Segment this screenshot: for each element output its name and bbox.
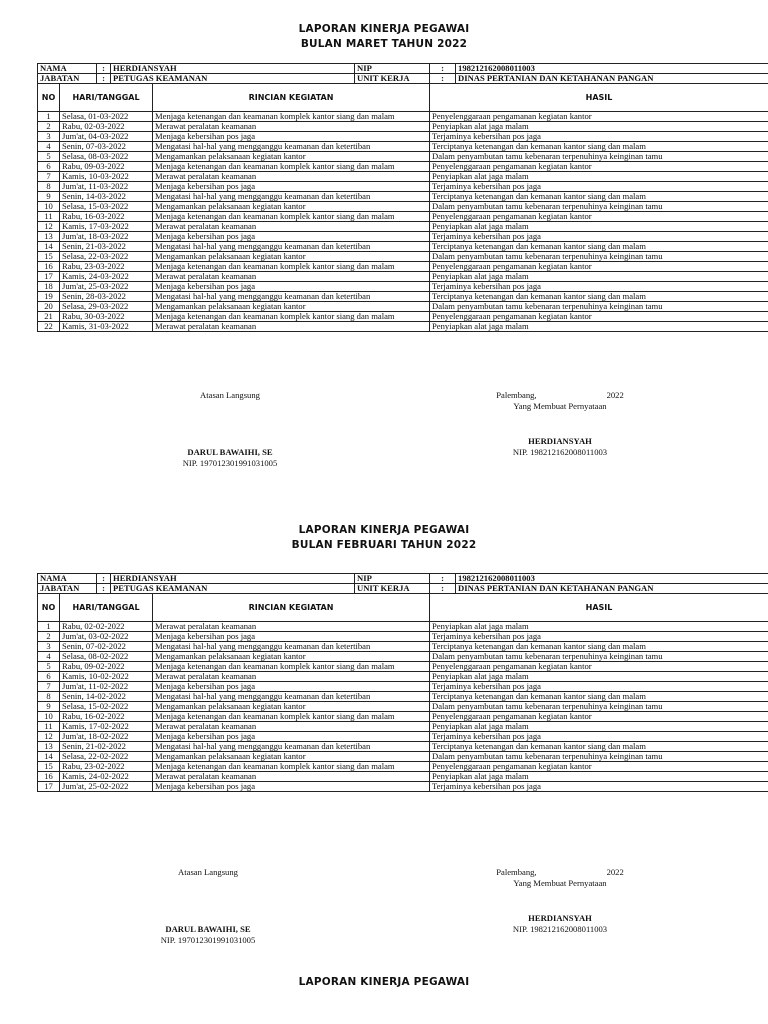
row-result: Dalam penyambutan tamu kebenaran terpenuhinya keinginan tamu bbox=[430, 752, 768, 762]
label-nip: NIP bbox=[355, 574, 430, 584]
row-activity: Mengamankan pelaksanaan kegiatan kantor bbox=[153, 652, 430, 662]
row-number: 14 bbox=[38, 242, 60, 252]
col-header-no: NO bbox=[38, 84, 60, 112]
row-result: Dalam penyambutan tamu kebenaran terpenuhinya keinginan tamu bbox=[430, 702, 768, 712]
label-jabatan: JABATAN bbox=[38, 74, 97, 84]
row-result: Penyelenggaraan pengamanan kegiatan kantor bbox=[430, 662, 768, 672]
row-activity: Mengamankan pelaksanaan kegiatan kantor bbox=[153, 152, 430, 162]
table-row bbox=[38, 672, 768, 682]
row-date: Senin, 21-02-2022 bbox=[60, 742, 153, 752]
row-number: 2 bbox=[38, 122, 60, 132]
row-activity: Menjaga kebersihan pos jaga bbox=[153, 182, 430, 192]
row-activity: Menjaga ketenangan dan keamanan komplek kantor siang dan malam bbox=[153, 762, 430, 772]
row-date: Rabu, 23-03-2022 bbox=[60, 262, 153, 272]
row-number: 3 bbox=[38, 642, 60, 652]
row-result: Terciptanya ketenangan dan kemanan kantor siang dan malam bbox=[430, 742, 768, 752]
row-result: Penyiapkan alat jaga malam bbox=[430, 722, 768, 732]
place: Palembang, bbox=[496, 390, 537, 400]
row-activity: Menjaga ketenangan dan keamanan komplek kantor siang dan malam bbox=[153, 212, 430, 222]
row-activity: Menjaga ketenangan dan keamanan komplek kantor siang dan malam bbox=[153, 162, 430, 172]
row-number: 22 bbox=[38, 322, 60, 332]
table-row bbox=[38, 712, 768, 722]
supervisor-nip: NIP. 197012301991031005 bbox=[160, 935, 256, 945]
signer-nip: NIP. 198212162008011003 bbox=[512, 924, 608, 934]
column-header-row bbox=[38, 84, 768, 112]
row-result: Penyelenggaraan pengamanan kegiatan kantor bbox=[430, 112, 768, 122]
table-row bbox=[38, 182, 768, 192]
table-row bbox=[38, 272, 768, 282]
colon: : bbox=[430, 584, 456, 594]
table-row bbox=[38, 682, 768, 692]
table-row bbox=[38, 312, 768, 322]
col-header-result: HASIL bbox=[430, 84, 768, 112]
table-row bbox=[38, 752, 768, 762]
row-date: Rabu, 30-03-2022 bbox=[60, 312, 153, 322]
table-row bbox=[38, 732, 768, 742]
row-result: Penyelenggaraan pengamanan kegiatan kantor bbox=[430, 262, 768, 272]
row-result: Dalam penyambutan tamu kebenaran terpenuhinya keinginan tamu bbox=[430, 202, 768, 212]
row-result: Dalam penyambutan tamu kebenaran terpenuhinya keinginan tamu bbox=[430, 252, 768, 262]
place: Palembang, bbox=[496, 867, 537, 877]
row-date: Senin, 14-03-2022 bbox=[60, 192, 153, 202]
row-date: Kamis, 10-03-2022 bbox=[60, 172, 153, 182]
employee-position: PETUGAS KEAMANAN bbox=[111, 74, 355, 84]
row-activity: Mengatasi hal-hal yang mengganggu keamanan dan ketertiban bbox=[153, 192, 430, 202]
row-activity: Mengatasi hal-hal yang mengganggu keamanan dan ketertiban bbox=[153, 642, 430, 652]
row-number: 9 bbox=[38, 192, 60, 202]
row-number: 17 bbox=[38, 272, 60, 282]
row-number: 6 bbox=[38, 672, 60, 682]
employee-name-row bbox=[38, 64, 768, 74]
report-period: BULAN FEBRUARI TAHUN 2022 bbox=[291, 539, 477, 551]
report-title: LAPORAN KINERJA PEGAWAI bbox=[298, 976, 470, 988]
colon: : bbox=[97, 64, 111, 74]
row-number: 15 bbox=[38, 762, 60, 772]
colon: : bbox=[430, 74, 456, 84]
col-header-result: HASIL bbox=[430, 594, 768, 622]
row-date: Selasa, 01-03-2022 bbox=[60, 112, 153, 122]
row-number: 11 bbox=[38, 212, 60, 222]
row-number: 5 bbox=[38, 152, 60, 162]
row-number: 18 bbox=[38, 282, 60, 292]
row-number: 12 bbox=[38, 222, 60, 232]
col-header-date: HARI/TANGGAL bbox=[60, 594, 153, 622]
row-number: 13 bbox=[38, 742, 60, 752]
table-row bbox=[38, 662, 768, 672]
row-date: Selasa, 15-03-2022 bbox=[60, 202, 153, 212]
row-date: Selasa, 08-03-2022 bbox=[60, 152, 153, 162]
row-date: Rabu, 09-03-2022 bbox=[60, 162, 153, 172]
row-date: Selasa, 29-03-2022 bbox=[60, 302, 153, 312]
row-date: Selasa, 22-02-2022 bbox=[60, 752, 153, 762]
row-result: Terciptanya ketenangan dan kemanan kantor siang dan malam bbox=[430, 642, 768, 652]
colon: : bbox=[97, 584, 111, 594]
table-row bbox=[38, 622, 768, 632]
row-date: Selasa, 15-02-2022 bbox=[60, 702, 153, 712]
report-period: BULAN MARET TAHUN 2022 bbox=[300, 38, 468, 50]
row-number: 3 bbox=[38, 132, 60, 142]
signer-nip: NIP. 198212162008011003 bbox=[512, 447, 608, 457]
row-result: Penyiapkan alat jaga malam bbox=[430, 222, 768, 232]
table-row bbox=[38, 222, 768, 232]
row-date: Jum'at, 25-02-2022 bbox=[60, 782, 153, 792]
row-activity: Menjaga ketenangan dan keamanan komplek kantor siang dan malam bbox=[153, 662, 430, 672]
table-row bbox=[38, 652, 768, 662]
row-date: Rabu, 02-02-2022 bbox=[60, 622, 153, 632]
row-activity: Mengatasi hal-hal yang mengganggu keamanan dan ketertiban bbox=[153, 292, 430, 302]
employee-name-row bbox=[38, 574, 768, 584]
supervisor-name: DARUL BAWAIHI, SE bbox=[187, 447, 273, 457]
table-row bbox=[38, 242, 768, 252]
year: 2022 bbox=[606, 390, 624, 400]
row-result: Penyiapkan alat jaga malam bbox=[430, 622, 768, 632]
row-activity: Merawat peralatan keamanan bbox=[153, 172, 430, 182]
row-number: 16 bbox=[38, 772, 60, 782]
row-date: Jum'at, 18-03-2022 bbox=[60, 232, 153, 242]
colon: : bbox=[430, 64, 456, 74]
row-result: Penyiapkan alat jaga malam bbox=[430, 772, 768, 782]
row-number: 13 bbox=[38, 232, 60, 242]
row-result: Terjaminya kebersihan pos jaga bbox=[430, 632, 768, 642]
row-number: 11 bbox=[38, 722, 60, 732]
table-row bbox=[38, 762, 768, 772]
row-activity: Mengamankan pelaksanaan kegiatan kantor bbox=[153, 702, 430, 712]
row-number: 17 bbox=[38, 782, 60, 792]
row-activity: Merawat peralatan keamanan bbox=[153, 222, 430, 232]
signer-signature-block bbox=[490, 390, 630, 458]
row-number: 8 bbox=[38, 692, 60, 702]
row-activity: Merawat peralatan keamanan bbox=[153, 322, 430, 332]
row-result: Penyelenggaraan pengamanan kegiatan kantor bbox=[430, 762, 768, 772]
row-activity: Menjaga ketenangan dan keamanan komplek kantor siang dan malam bbox=[153, 112, 430, 122]
row-activity: Menjaga kebersihan pos jaga bbox=[153, 732, 430, 742]
row-number: 20 bbox=[38, 302, 60, 312]
row-result: Dalam penyambutan tamu kebenaran terpenuhinya keinginan tamu bbox=[430, 652, 768, 662]
row-activity: Menjaga ketenangan dan keamanan komplek kantor siang dan malam bbox=[153, 312, 430, 322]
row-date: Rabu, 09-02-2022 bbox=[60, 662, 153, 672]
row-date: Rabu, 02-03-2022 bbox=[60, 122, 153, 132]
row-number: 4 bbox=[38, 142, 60, 152]
table-row bbox=[38, 632, 768, 642]
place-date-line bbox=[490, 867, 630, 878]
row-number: 7 bbox=[38, 682, 60, 692]
row-result: Terciptanya ketenangan dan kemanan kantor siang dan malam bbox=[430, 692, 768, 702]
row-number: 4 bbox=[38, 652, 60, 662]
row-number: 1 bbox=[38, 622, 60, 632]
employee-position-row bbox=[38, 74, 768, 84]
row-number: 6 bbox=[38, 162, 60, 172]
table-row bbox=[38, 692, 768, 702]
row-activity: Menjaga kebersihan pos jaga bbox=[153, 782, 430, 792]
row-number: 7 bbox=[38, 172, 60, 182]
row-result: Terjaminya kebersihan pos jaga bbox=[430, 232, 768, 242]
signer-label: Yang Membuat Pernyataan bbox=[513, 401, 607, 411]
row-result: Terciptanya ketenangan dan kemanan kantor siang dan malam bbox=[430, 242, 768, 252]
row-number: 5 bbox=[38, 662, 60, 672]
row-result: Terjaminya kebersihan pos jaga bbox=[430, 282, 768, 292]
row-date: Jum'at, 25-03-2022 bbox=[60, 282, 153, 292]
signer-label: Yang Membuat Pernyataan bbox=[513, 878, 607, 888]
row-activity: Mengatasi hal-hal yang mengganggu keamanan dan ketertiban bbox=[153, 242, 430, 252]
label-unit-kerja: UNIT KERJA bbox=[355, 584, 430, 594]
row-result: Penyiapkan alat jaga malam bbox=[430, 272, 768, 282]
table-row bbox=[38, 152, 768, 162]
employee-name: HERDIANSYAH bbox=[111, 574, 355, 584]
employee-nip: 198212162008011003 bbox=[456, 64, 768, 74]
table-row bbox=[38, 252, 768, 262]
row-date: Jum'at, 03-02-2022 bbox=[60, 632, 153, 642]
report-table-maret bbox=[37, 63, 768, 332]
table-row bbox=[38, 212, 768, 222]
row-number: 19 bbox=[38, 292, 60, 302]
row-result: Dalam penyambutan tamu kebenaran terpenuhinya keinginan tamu bbox=[430, 302, 768, 312]
row-date: Selasa, 22-03-2022 bbox=[60, 252, 153, 262]
row-result: Terciptanya ketenangan dan kemanan kantor siang dan malam bbox=[430, 192, 768, 202]
label-unit-kerja: UNIT KERJA bbox=[355, 74, 430, 84]
table-row bbox=[38, 202, 768, 212]
row-result: Terjaminya kebersihan pos jaga bbox=[430, 732, 768, 742]
signer-name: HERDIANSYAH bbox=[528, 913, 592, 923]
row-result: Penyiapkan alat jaga malam bbox=[430, 122, 768, 132]
row-number: 14 bbox=[38, 752, 60, 762]
row-date: Jum'at, 18-02-2022 bbox=[60, 732, 153, 742]
table-row bbox=[38, 232, 768, 242]
row-result: Penyelenggaraan pengamanan kegiatan kantor bbox=[430, 162, 768, 172]
table-row bbox=[38, 162, 768, 172]
employee-name: HERDIANSYAH bbox=[111, 64, 355, 74]
row-date: Senin, 14-02-2022 bbox=[60, 692, 153, 702]
row-date: Kamis, 10-02-2022 bbox=[60, 672, 153, 682]
employee-position-row bbox=[38, 584, 768, 594]
row-date: Senin, 07-02-2022 bbox=[60, 642, 153, 652]
row-activity: Menjaga kebersihan pos jaga bbox=[153, 632, 430, 642]
supervisor-signature-block bbox=[138, 867, 278, 946]
table-row bbox=[38, 122, 768, 132]
row-date: Jum'at, 04-03-2022 bbox=[60, 132, 153, 142]
table-row bbox=[38, 142, 768, 152]
table-row bbox=[38, 112, 768, 122]
row-number: 10 bbox=[38, 712, 60, 722]
label-nip: NIP bbox=[355, 64, 430, 74]
row-date: Senin, 07-03-2022 bbox=[60, 142, 153, 152]
supervisor-nip: NIP. 197012301991031005 bbox=[182, 458, 278, 468]
table-row bbox=[38, 302, 768, 312]
table-row bbox=[38, 322, 768, 332]
row-number: 2 bbox=[38, 632, 60, 642]
supervisor-label: Atasan Langsung bbox=[178, 867, 238, 877]
place-date-line bbox=[490, 390, 630, 401]
colon: : bbox=[97, 574, 111, 584]
row-number: 1 bbox=[38, 112, 60, 122]
row-activity: Merawat peralatan keamanan bbox=[153, 272, 430, 282]
row-activity: Merawat peralatan keamanan bbox=[153, 772, 430, 782]
row-result: Terciptanya ketenangan dan kemanan kantor siang dan malam bbox=[430, 142, 768, 152]
row-date: Jum'at, 11-02-2022 bbox=[60, 682, 153, 692]
row-date: Rabu, 23-02-2022 bbox=[60, 762, 153, 772]
row-result: Terjaminya kebersihan pos jaga bbox=[430, 182, 768, 192]
table-row bbox=[38, 292, 768, 302]
row-activity: Menjaga kebersihan pos jaga bbox=[153, 232, 430, 242]
label-jabatan: JABATAN bbox=[38, 584, 97, 594]
row-activity: Merawat peralatan keamanan bbox=[153, 622, 430, 632]
signer-signature-block bbox=[490, 867, 630, 935]
year: 2022 bbox=[606, 867, 624, 877]
row-number: 15 bbox=[38, 252, 60, 262]
colon: : bbox=[97, 74, 111, 84]
label-nama: NAMA bbox=[38, 574, 97, 584]
col-header-no: NO bbox=[38, 594, 60, 622]
table-row bbox=[38, 282, 768, 292]
row-activity: Menjaga ketenangan dan keamanan komplek kantor siang dan malam bbox=[153, 262, 430, 272]
row-number: 9 bbox=[38, 702, 60, 712]
col-header-date: HARI/TANGGAL bbox=[60, 84, 153, 112]
column-header-row bbox=[38, 594, 768, 622]
col-header-activity: RINCIAN KEGIATAN bbox=[153, 84, 430, 112]
employee-unit: DINAS PERTANIAN DAN KETAHANAN PANGAN bbox=[456, 584, 768, 594]
row-date: Kamis, 31-03-2022 bbox=[60, 322, 153, 332]
row-activity: Mengamankan pelaksanaan kegiatan kantor bbox=[153, 252, 430, 262]
row-activity: Merawat peralatan keamanan bbox=[153, 722, 430, 732]
colon: : bbox=[430, 574, 456, 584]
row-activity: Menjaga kebersihan pos jaga bbox=[153, 282, 430, 292]
row-result: Penyiapkan alat jaga malam bbox=[430, 672, 768, 682]
row-activity: Mengatasi hal-hal yang mengganggu keamanan dan ketertiban bbox=[153, 142, 430, 152]
row-activity: Mengamankan pelaksanaan kegiatan kantor bbox=[153, 752, 430, 762]
row-date: Kamis, 17-02-2022 bbox=[60, 722, 153, 732]
row-result: Penyiapkan alat jaga malam bbox=[430, 172, 768, 182]
row-result: Penyelenggaraan pengamanan kegiatan kantor bbox=[430, 312, 768, 322]
row-result: Penyelenggaraan pengamanan kegiatan kantor bbox=[430, 712, 768, 722]
report-title: LAPORAN KINERJA PEGAWAI bbox=[298, 23, 470, 35]
row-date: Kamis, 24-03-2022 bbox=[60, 272, 153, 282]
table-row bbox=[38, 132, 768, 142]
employee-position: PETUGAS KEAMANAN bbox=[111, 584, 355, 594]
table-row bbox=[38, 642, 768, 652]
col-header-activity: RINCIAN KEGIATAN bbox=[153, 594, 430, 622]
row-result: Terjaminya kebersihan pos jaga bbox=[430, 682, 768, 692]
table-row bbox=[38, 172, 768, 182]
row-activity: Mengatasi hal-hal yang mengganggu keamanan dan ketertiban bbox=[153, 742, 430, 752]
row-date: Jum'at, 11-03-2022 bbox=[60, 182, 153, 192]
table-row bbox=[38, 772, 768, 782]
row-activity: Menjaga ketenangan dan keamanan komplek kantor siang dan malam bbox=[153, 712, 430, 722]
employee-unit: DINAS PERTANIAN DAN KETAHANAN PANGAN bbox=[456, 74, 768, 84]
table-row bbox=[38, 742, 768, 752]
row-result: Penyelenggaraan pengamanan kegiatan kantor bbox=[430, 212, 768, 222]
row-number: 21 bbox=[38, 312, 60, 322]
row-activity: Mengamankan pelaksanaan kegiatan kantor bbox=[153, 202, 430, 212]
table-row bbox=[38, 702, 768, 712]
row-date: Selasa, 08-02-2022 bbox=[60, 652, 153, 662]
supervisor-signature-block bbox=[160, 390, 300, 469]
row-number: 16 bbox=[38, 262, 60, 272]
row-result: Terjaminya kebersihan pos jaga bbox=[430, 132, 768, 142]
supervisor-name: DARUL BAWAIHI, SE bbox=[165, 924, 251, 934]
row-activity: Merawat peralatan keamanan bbox=[153, 672, 430, 682]
row-number: 8 bbox=[38, 182, 60, 192]
row-number: 10 bbox=[38, 202, 60, 212]
row-date: Rabu, 16-02-2022 bbox=[60, 712, 153, 722]
table-row bbox=[38, 722, 768, 732]
row-result: Terciptanya ketenangan dan kemanan kantor siang dan malam bbox=[430, 292, 768, 302]
row-activity: Menjaga kebersihan pos jaga bbox=[153, 682, 430, 692]
signer-name: HERDIANSYAH bbox=[528, 436, 592, 446]
table-row bbox=[38, 192, 768, 202]
row-result: Penyiapkan alat jaga malam bbox=[430, 322, 768, 332]
row-date: Rabu, 16-03-2022 bbox=[60, 212, 153, 222]
row-activity: Menjaga kebersihan pos jaga bbox=[153, 132, 430, 142]
table-row bbox=[38, 262, 768, 272]
row-date: Senin, 28-03-2022 bbox=[60, 292, 153, 302]
row-date: Senin, 21-03-2022 bbox=[60, 242, 153, 252]
employee-nip: 198212162008011003 bbox=[456, 574, 768, 584]
row-result: Dalam penyambutan tamu kebenaran terpenuhinya keinginan tamu bbox=[430, 152, 768, 162]
table-row bbox=[38, 782, 768, 792]
row-result: Terjaminya kebersihan pos jaga bbox=[430, 782, 768, 792]
row-activity: Merawat peralatan keamanan bbox=[153, 122, 430, 132]
row-activity: Mengamankan pelaksanaan kegiatan kantor bbox=[153, 302, 430, 312]
report-title: LAPORAN KINERJA PEGAWAI bbox=[298, 524, 470, 536]
row-activity: Mengatasi hal-hal yang mengganggu keamanan dan ketertiban bbox=[153, 692, 430, 702]
supervisor-label: Atasan Langsung bbox=[200, 390, 260, 400]
row-date: Kamis, 17-03-2022 bbox=[60, 222, 153, 232]
row-date: Kamis, 24-02-2022 bbox=[60, 772, 153, 782]
report-table-februari bbox=[37, 573, 768, 792]
row-number: 12 bbox=[38, 732, 60, 742]
label-nama: NAMA bbox=[38, 64, 97, 74]
